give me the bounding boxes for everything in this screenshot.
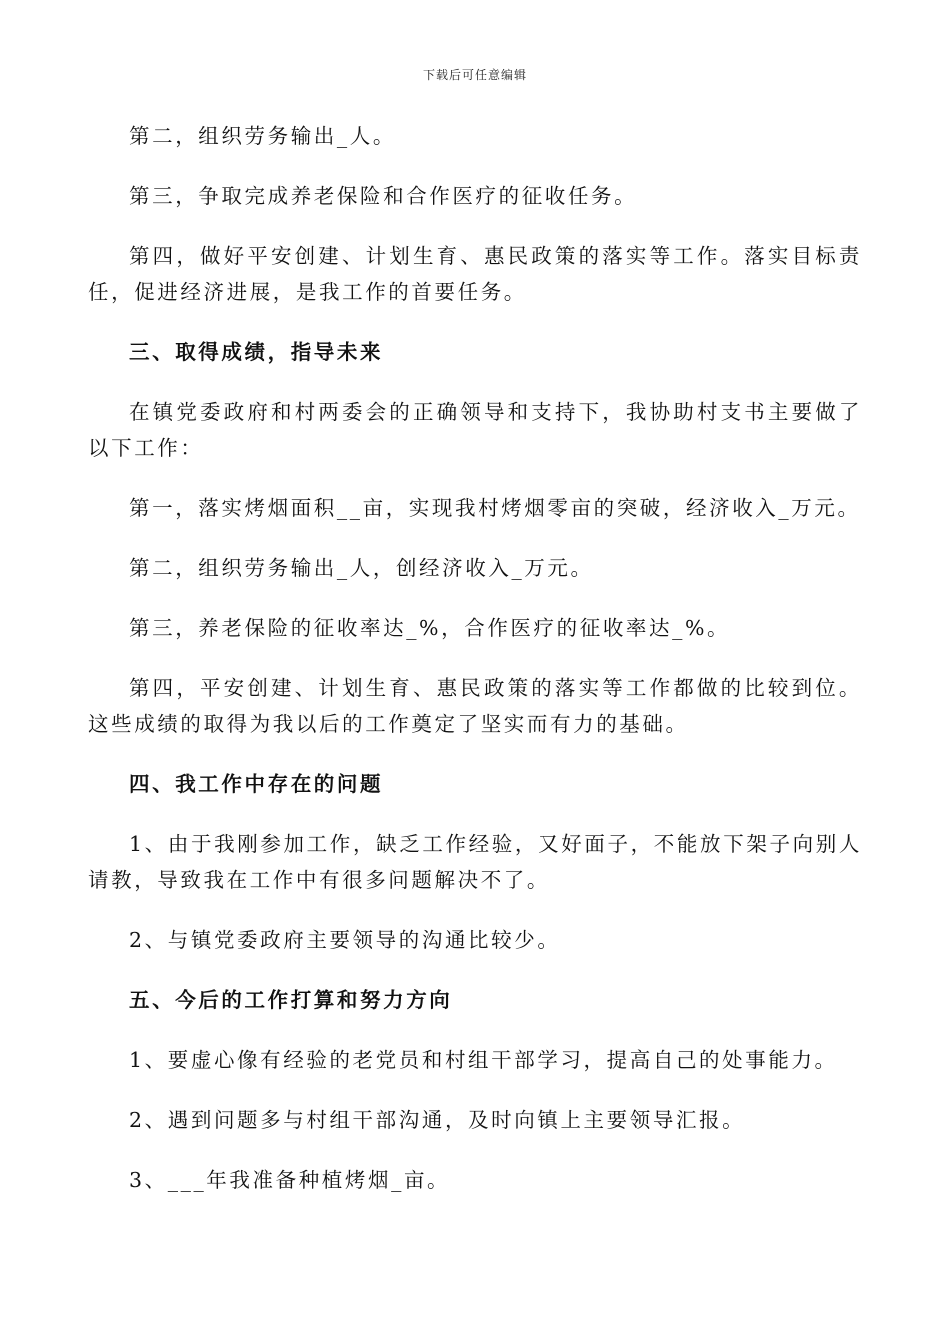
paragraph-item: 1、要虚心像有经验的老党员和村组干部学习，提高自己的处事能力。 bbox=[129, 1048, 838, 1072]
paragraph-item: 1、由于我刚参加工作，缺乏工作经验，又好面子，不能放下架子向别人请教，导致我在工作中有很多问题解决不了。 bbox=[88, 832, 862, 892]
section-heading: 三、取得成绩，指导未来 bbox=[129, 340, 384, 364]
paragraph-item: 第四，做好平安创建、计划生育、惠民政策的落实等工作。落实目标责任，促进经济进展，是我工作的首要任务。 bbox=[88, 244, 862, 304]
paragraph-item: 第三，争取完成养老保险和合作医疗的征收任务。 bbox=[129, 184, 638, 208]
paragraph-item: 第二，组织劳务输出_人，创经济收入_万元。 bbox=[129, 556, 594, 580]
section-heading: 四、我工作中存在的问题 bbox=[129, 772, 384, 796]
page-header: 下载后可任意编辑 bbox=[422, 68, 527, 82]
paragraph-item: 第二，组织劳务输出_人。 bbox=[129, 124, 396, 148]
paragraph-item: 2、遇到问题多与村组干部沟通，及时向镇上主要领导汇报。 bbox=[129, 1108, 746, 1132]
paragraph-item: 2、与镇党委政府主要领导的沟通比较少。 bbox=[129, 928, 561, 952]
paragraph-item: 3、___年我准备种植烤烟_亩。 bbox=[129, 1168, 451, 1192]
paragraph-item: 第四，平安创建、计划生育、惠民政策的落实等工作都做的比较到位。这些成绩的取得为我以后的工作奠定了坚实而有力的基础。 bbox=[88, 676, 862, 736]
paragraph-item: 第一，落实烤烟面积__亩，实现我村烤烟零亩的突破，经济收入_万元。 bbox=[129, 496, 861, 520]
document-body bbox=[88, 118, 862, 1222]
paragraph-item: 在镇党委政府和村两委会的正确领导和支持下，我协助村支书主要做了以下工作： bbox=[88, 400, 862, 460]
paragraph-item: 第三，养老保险的征收率达_%，合作医疗的征收率达_%。 bbox=[129, 616, 731, 640]
section-heading: 五、今后的工作打算和努力方向 bbox=[129, 988, 453, 1012]
